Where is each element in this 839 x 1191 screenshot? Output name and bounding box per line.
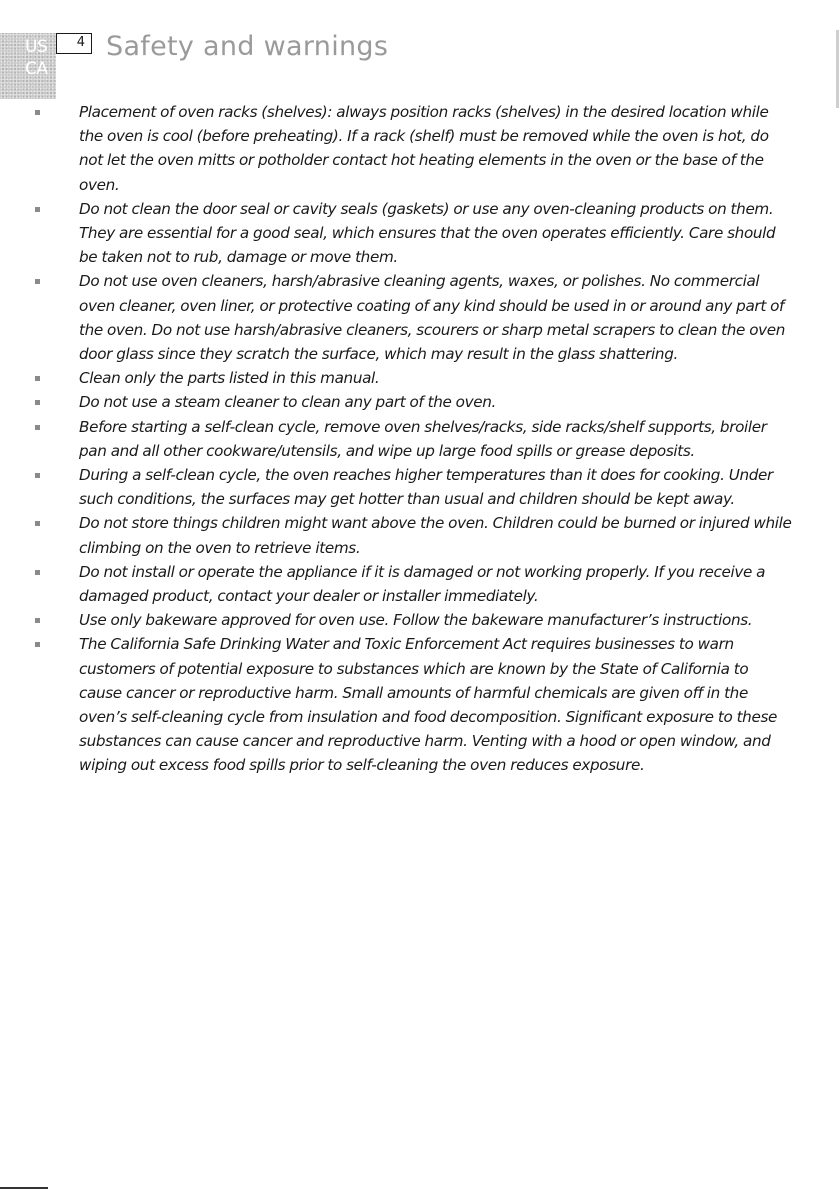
- bullet-icon: [35, 618, 40, 623]
- warning-item: [35, 463, 795, 511]
- warning-text: During a self-clean cycle, the oven reaches higher temperatures than it does for cooking. Under such conditions, the surfaces may get hotter than usual and children should be kept away.: [79, 466, 773, 509]
- warning-text: Placement of oven racks (shelves): always position racks (shelves) in the desired location while the oven is cool (before preheating). If a rack (shelf) must be removed while the oven is hot, do not let the oven mitts or potholder contact hot heating elements in the oven or the base of the oven.: [79, 103, 769, 194]
- footer-rule: [0, 1187, 48, 1189]
- warning-text: Do not install or operate the appliance if it is damaged or not working properly. If you receive a damaged product, contact your dealer or installer immediately.: [79, 562, 766, 606]
- page-title: Safety and warnings: [106, 31, 389, 62]
- region-label-ca: CA: [25, 59, 48, 79]
- bullet-icon: [35, 207, 40, 212]
- bullet-icon: [35, 110, 40, 115]
- page-number: 4: [56, 33, 92, 54]
- bullet-icon: [35, 425, 40, 430]
- warning-text: Do not clean the door seal or cavity seals (gaskets) or use any oven-cleaning products on them. They are essential for a good seal, which ensures that the oven operates efficiently. Care should be taken not to rub, damage or move them.: [79, 199, 776, 267]
- warning-item: [35, 100, 795, 197]
- warning-item: [35, 632, 795, 777]
- warning-text: Do not use a steam cleaner to clean any part of the oven.: [79, 393, 496, 412]
- warning-text: Do not use oven cleaners, harsh/abrasive cleaning agents, waxes, or polishes. No commercial oven cleaner, oven liner, or protective coating of any kind should be used in or around any part of the oven. Do not use harsh/abrasive cleaners, scourers or sharp metal scrapers to clean the oven door glass since they scratch the surface, which may result in the glass shattering.: [79, 272, 786, 364]
- region-label-us: US: [25, 37, 48, 57]
- warning-item: [35, 269, 795, 366]
- warning-text: Do not store things children might want above the oven. Children could be burned or injured while climbing on the oven to retrieve items.: [79, 514, 792, 557]
- warnings-list: [35, 100, 795, 778]
- bullet-icon: [35, 642, 40, 647]
- warning-item: [35, 560, 795, 608]
- bullet-icon: [35, 279, 40, 284]
- warning-text: Clean only the parts listed in this manual.: [79, 369, 380, 388]
- warning-item: [35, 366, 795, 390]
- warning-item: [35, 197, 795, 270]
- bullet-icon: [35, 376, 40, 381]
- bullet-icon: [35, 570, 40, 575]
- warning-item: [35, 390, 795, 414]
- bullet-icon: [35, 400, 40, 405]
- warning-text: The California Safe Drinking Water and Toxic Enforcement Act requires businesses to warn customers of potential exposure to substances which are known by the State of California to cause cancer or reproductive harm. Small amounts of harmful chemicals are given off in the oven’s self-cleaning cycle from insulation and food decomposition. Significant exposure to these substances can cause cancer and reproductive harm. Venting with a hood or open window, and wiping out excess food spills prior to self-cleaning the oven reduces exposure.: [79, 635, 778, 775]
- bullet-icon: [35, 473, 40, 478]
- warning-text: Use only bakeware approved for oven use. Follow the bakeware manufacturer’s instructions.: [79, 611, 753, 630]
- bullet-icon: [35, 521, 40, 526]
- warning-item: [35, 415, 795, 463]
- warning-item: [35, 608, 795, 632]
- region-tab: [0, 33, 56, 99]
- warning-item: [35, 511, 795, 559]
- warning-text: Before starting a self-clean cycle, remove oven shelves/racks, side racks/shelf supports, broiler pan and all other cookware/utensils, and wipe up large food spills or grease deposits.: [79, 417, 767, 460]
